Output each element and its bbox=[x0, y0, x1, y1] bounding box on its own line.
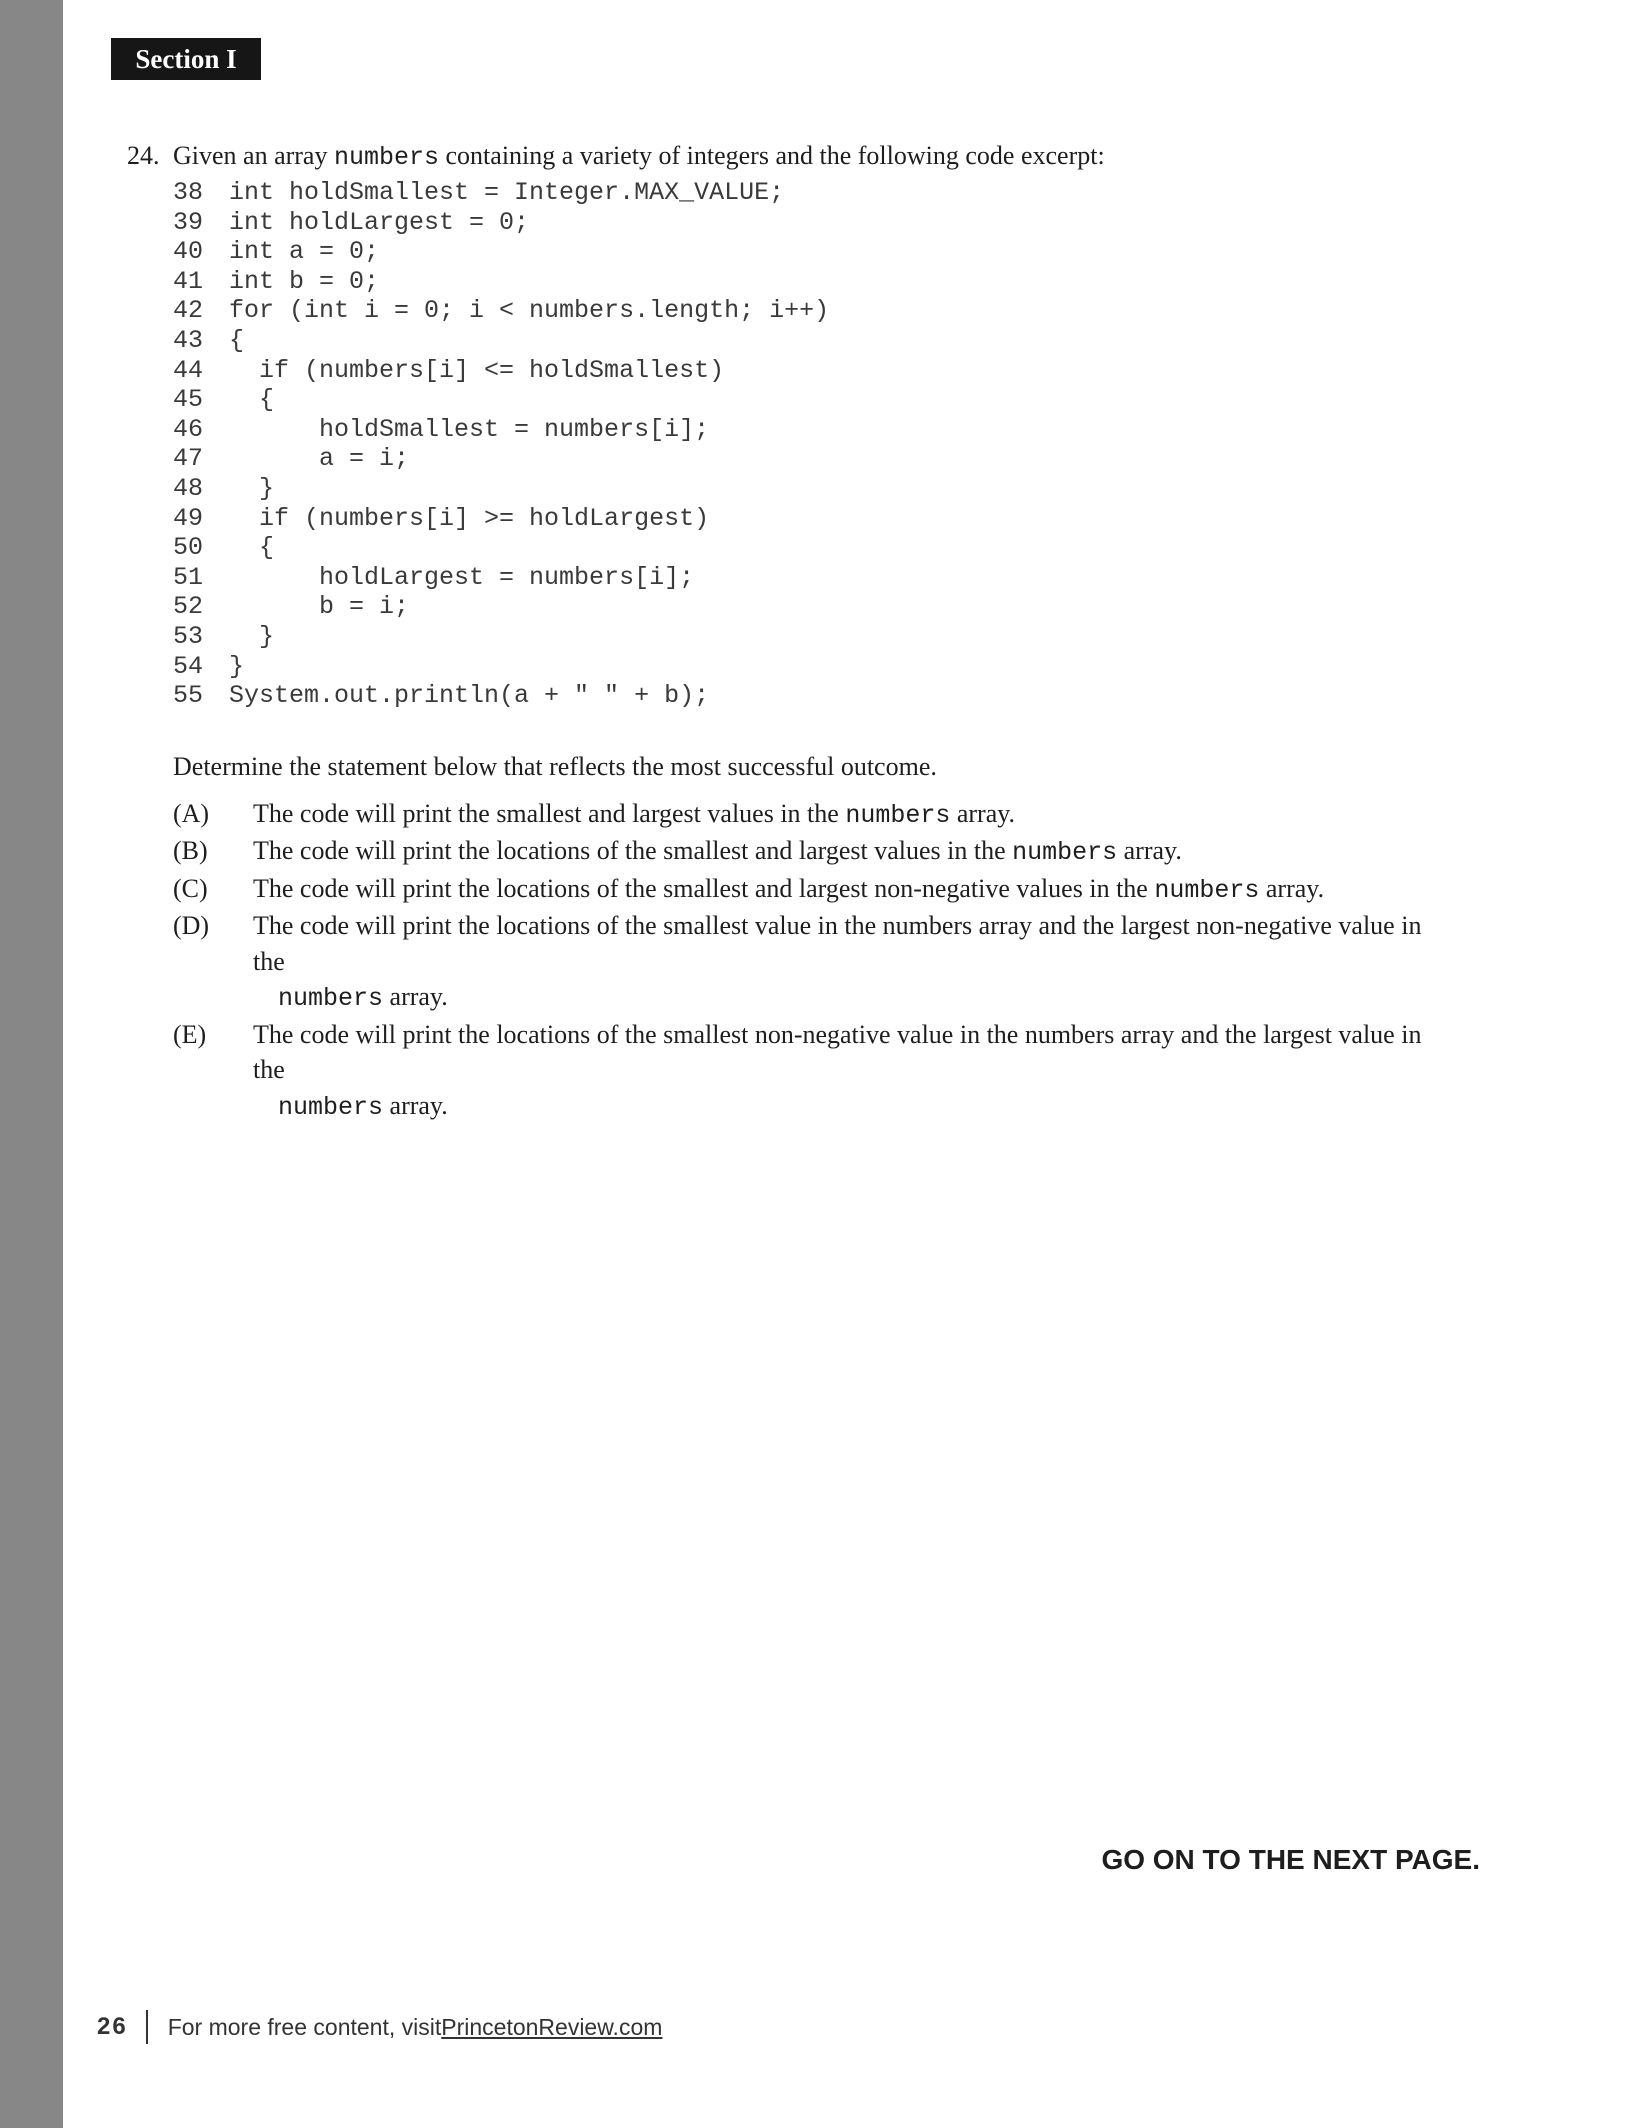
code-line bbox=[173, 533, 1447, 563]
code-line-source: { bbox=[229, 325, 245, 355]
page-number: 26 bbox=[97, 2013, 128, 2040]
page-side-bar bbox=[0, 0, 63, 2128]
code-line bbox=[173, 563, 1447, 593]
code-line bbox=[173, 415, 1447, 445]
answer-choice bbox=[173, 871, 1447, 909]
choice-text bbox=[253, 796, 1447, 834]
code-line-source: int holdLargest = 0; bbox=[229, 207, 530, 237]
code-line-number: 50 bbox=[173, 533, 204, 563]
code-line bbox=[173, 385, 1447, 415]
question-intro-code: numbers bbox=[333, 143, 440, 172]
code-line-number: 44 bbox=[173, 355, 204, 385]
footer-divider bbox=[146, 2010, 148, 2044]
code-line bbox=[173, 622, 1447, 652]
code-line-number: 41 bbox=[173, 266, 204, 296]
code-line bbox=[173, 208, 1447, 238]
code-line-source: { bbox=[229, 385, 275, 415]
choice-text-end: array. bbox=[383, 1090, 448, 1120]
code-line-source: int b = 0; bbox=[229, 266, 380, 296]
code-line-source: } bbox=[229, 651, 245, 681]
code-line bbox=[173, 326, 1447, 356]
choice-code: numbers bbox=[278, 1092, 384, 1122]
choice-text-tail bbox=[253, 1088, 1447, 1126]
choice-code: numbers bbox=[1154, 875, 1260, 905]
code-line-number: 42 bbox=[173, 296, 204, 326]
question-intro bbox=[127, 138, 1447, 176]
code-line-source: } bbox=[229, 473, 275, 503]
choice-text bbox=[253, 833, 1447, 871]
code-line-source: for (int i = 0; i < numbers.length; i++) bbox=[229, 296, 830, 326]
choice-text-end: array. bbox=[1259, 873, 1325, 903]
choice-text-tail bbox=[253, 979, 1447, 1017]
choice-code: numbers bbox=[1012, 838, 1118, 868]
page-footer bbox=[97, 2010, 662, 2044]
footer-text: For more free content, visit bbox=[167, 2013, 442, 2040]
answer-choices bbox=[173, 796, 1447, 1126]
code-line-number: 45 bbox=[173, 385, 204, 415]
code-line bbox=[173, 356, 1447, 386]
go-on-next-page: GO ON TO THE NEXT PAGE. bbox=[1101, 1844, 1480, 1875]
choice-letter: (B) bbox=[173, 836, 208, 866]
code-line-source: int holdSmallest = Integer.MAX_VALUE; bbox=[229, 178, 785, 207]
answer-choice bbox=[173, 908, 1447, 1017]
code-line-number: 54 bbox=[173, 651, 204, 681]
choice-text-end: array. bbox=[383, 982, 448, 1012]
code-line-source: holdLargest = numbers[i]; bbox=[229, 562, 695, 592]
code-line-source: { bbox=[229, 533, 275, 563]
code-line bbox=[173, 267, 1447, 297]
answer-choice bbox=[173, 796, 1447, 834]
code-line-number: 52 bbox=[173, 592, 204, 622]
code-line bbox=[173, 504, 1447, 534]
code-line bbox=[173, 444, 1447, 474]
choice-text bbox=[253, 1017, 1447, 1126]
code-line-source: if (numbers[i] >= holdLargest) bbox=[229, 503, 710, 533]
code-line-number: 51 bbox=[173, 562, 204, 592]
code-line-number: 39 bbox=[173, 207, 204, 237]
choice-letter: (D) bbox=[173, 911, 210, 941]
code-line-number: 47 bbox=[173, 444, 204, 474]
question-intro-text-end: containing a variety of integers and the following code excerpt: bbox=[439, 141, 1105, 170]
code-line-source: holdSmallest = numbers[i]; bbox=[229, 414, 710, 444]
question-block bbox=[127, 138, 1447, 1125]
code-line-source: System.out.println(a + " " + b); bbox=[229, 681, 710, 711]
code-excerpt bbox=[173, 178, 1447, 711]
code-line bbox=[173, 237, 1447, 267]
code-line-number: 40 bbox=[173, 237, 204, 267]
code-line-source: b = i; bbox=[229, 592, 410, 622]
code-line-source: a = i; bbox=[229, 444, 410, 474]
question-number: 24. bbox=[127, 141, 160, 170]
code-line-number: 38 bbox=[173, 178, 204, 207]
section-tab: Section I bbox=[111, 38, 261, 80]
question-intro-text: Given an array bbox=[173, 141, 334, 170]
choice-text-main: The code will print the locations of the smallest and largest values in the bbox=[253, 836, 1013, 866]
code-line-number: 49 bbox=[173, 503, 204, 533]
choice-text bbox=[253, 908, 1447, 1017]
choice-letter: (C) bbox=[173, 873, 208, 903]
code-line bbox=[173, 681, 1447, 711]
code-line-source: } bbox=[229, 621, 275, 651]
code-line bbox=[173, 178, 1447, 208]
code-line-source: if (numbers[i] <= holdSmallest) bbox=[229, 355, 725, 385]
choice-text-main: The code will print the locations of the smallest value in the numbers array and the largest non-negative value in the bbox=[253, 911, 1422, 976]
choice-letter: (A) bbox=[173, 798, 210, 828]
answer-choice bbox=[173, 1017, 1447, 1126]
choice-code: numbers bbox=[278, 984, 384, 1014]
code-line-number: 48 bbox=[173, 473, 204, 503]
code-line-number: 43 bbox=[173, 325, 204, 355]
choice-text bbox=[253, 871, 1447, 909]
choice-text-end: array. bbox=[950, 798, 1016, 828]
code-line bbox=[173, 592, 1447, 622]
code-line bbox=[173, 652, 1447, 682]
code-line-number: 55 bbox=[173, 681, 204, 711]
choice-text-end: array. bbox=[1117, 836, 1182, 866]
code-line-source: int a = 0; bbox=[229, 237, 380, 267]
footer-link[interactable]: PrincetonReview.com bbox=[441, 2013, 663, 2040]
choice-text-main: The code will print the locations of the smallest non-negative value in the numbers array and the largest value in the bbox=[253, 1019, 1422, 1085]
choice-text-main: The code will print the locations of the smallest and largest non-negative values in the bbox=[253, 873, 1155, 903]
code-line bbox=[173, 474, 1447, 504]
choice-code: numbers bbox=[845, 800, 951, 830]
code-line-number: 53 bbox=[173, 621, 204, 651]
choice-text-main: The code will print the smallest and largest values in the bbox=[253, 798, 846, 828]
question-prompt: Determine the statement below that reflects the most successful outcome. bbox=[173, 751, 937, 781]
answer-choice bbox=[173, 833, 1447, 871]
code-line-number: 46 bbox=[173, 414, 204, 444]
code-line bbox=[173, 296, 1447, 326]
choice-letter: (E) bbox=[173, 1019, 207, 1049]
